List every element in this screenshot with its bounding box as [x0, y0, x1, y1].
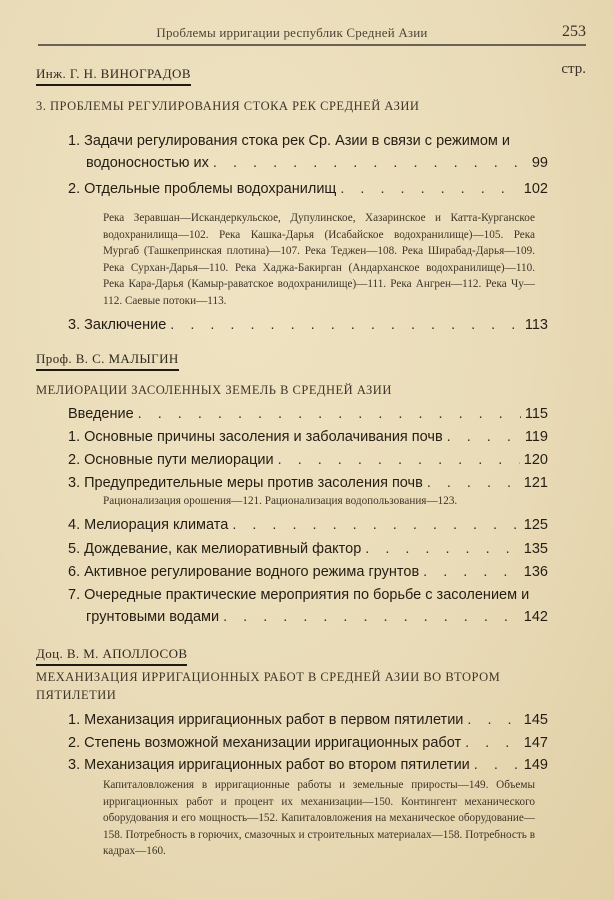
- toc-entry[interactable]: [68, 314, 548, 336]
- toc-entry[interactable]: [68, 709, 548, 731]
- entry-text: 2. Отдельные проблемы водохранилищ: [68, 181, 337, 197]
- leader-dots: [427, 472, 520, 494]
- section-title-stream-regulation: 3. ПРОБЛЕМЫ РЕГУЛИРОВАНИЯ СТОКА РЕК СРЕДНЕЙ АЗИИ: [36, 99, 420, 113]
- entry-page: 135: [523, 541, 548, 557]
- entry-page: 125: [523, 517, 548, 533]
- entry-text: 6. Активное регулирование водного режима грунтов: [68, 564, 420, 580]
- leader-dots: [223, 606, 520, 628]
- leader-dots: [474, 754, 520, 776]
- author-apollosov: Доц. В. М. АПОЛЛОСОВ: [36, 646, 187, 666]
- toc-entry[interactable]: [68, 426, 548, 448]
- leader-dots: [170, 314, 521, 336]
- toc-entry[interactable]: [68, 130, 548, 174]
- leader-dots: [467, 709, 519, 731]
- entry-page: 113: [524, 317, 548, 333]
- toc-entry[interactable]: [68, 449, 548, 471]
- entry-text: 1. Задачи регулирования стока рек Ср. Азии в связи с режимом и: [68, 133, 510, 149]
- running-title: Проблемы ирригации республик Средней Азии: [156, 25, 428, 40]
- entry-page: 119: [524, 429, 548, 445]
- entry-text: 5. Дождевание, как мелиоративный фактор: [68, 541, 362, 557]
- entry-page: 136: [523, 564, 548, 580]
- page-column-label: стр.: [561, 61, 586, 77]
- entry-page: 145: [523, 712, 548, 728]
- entry-page: 149: [523, 757, 548, 773]
- section-title-saline-lands: МЕЛИОРАЦИИ ЗАСОЛЕННЫХ ЗЕМЕЛЬ В СРЕДНЕЙ АЗИИ: [36, 383, 392, 397]
- entry-text: 7. Очередные практические мероприятия по борьбе с засолением и: [68, 587, 530, 603]
- entry-text-cont: водоносностью их: [86, 155, 209, 171]
- entry-text: 4. Мелиорация климата: [68, 517, 229, 533]
- author-malygin: Проф. В. С. МАЛЫГИН: [36, 351, 179, 371]
- entry-note: Река Зеравшан—Искандеркульское, Дупулинское, Хазаринское и Катта-Курганское водохранилища—102. Река Кашка-Дарья (Исабайское водохранилище)—105. Река Мургаб (Ташкепринская плотина)—107. Река Теджен—108. Река Ширабад-Дарья—109. Река Сурхан-Дарья—110. Река Хаджа-Бакирган (Андарханское водохранилище)—110. Река Кара-Дарья (Камыр-раватское водохранилище)—111. Река Ангрен—112. Река Чу—112. Саевые потоки—113.: [103, 212, 535, 307]
- toc-entry[interactable]: [68, 754, 548, 776]
- entry-text-cont: грунтовыми водами: [86, 609, 220, 625]
- entry-note: Капиталовложения в ирригационные работы и земельные приросты—149. Объемы ирригационных работ и процент их механизации—150. Контингент механического оборудования и его мощность—152. Капиталовложения на механическое оборудование—158. Потребность в горючих, смазочных и строительных материалах—158. Потребность в кадрах—160.: [103, 779, 535, 857]
- entry-page: 120: [523, 452, 548, 468]
- entry-text: Введение: [68, 406, 134, 422]
- entry-text: 1. Механизация ирригационных работ в первом пятилетии: [68, 712, 464, 728]
- entry-text: 3. Заключение: [68, 317, 167, 333]
- running-head: [38, 22, 586, 46]
- toc-entry[interactable]: [68, 403, 548, 425]
- leader-dots: [138, 403, 521, 425]
- toc-entry[interactable]: [68, 472, 548, 494]
- entry-text: 2. Основные пути мелиорации: [68, 452, 274, 468]
- entry-page: 99: [531, 155, 548, 171]
- toc-entry[interactable]: [68, 538, 548, 560]
- author-vinogradov: Инж. Г. Н. ВИНОГРАДОВ: [36, 66, 191, 86]
- leader-dots: [340, 178, 519, 200]
- leader-dots: [423, 561, 520, 583]
- leader-dots: [278, 449, 520, 471]
- toc-entry[interactable]: [68, 584, 548, 628]
- toc-entry[interactable]: [68, 514, 548, 536]
- leader-dots: [213, 152, 528, 174]
- toc-entry[interactable]: [68, 732, 548, 754]
- leader-dots: [232, 514, 519, 536]
- section-title-mechanization: МЕХАНИЗАЦИЯ ИРРИГАЦИОННЫХ РАБОТ В СРЕДНЕЙ АЗИИ ВО ВТОРОМ ПЯТИЛЕТИИ: [36, 670, 501, 702]
- page-number: 253: [562, 23, 586, 40]
- toc-entry[interactable]: [68, 178, 548, 200]
- entry-page: 142: [523, 609, 548, 625]
- leader-dots: [447, 426, 521, 448]
- leader-dots: [365, 538, 520, 560]
- entry-page: 147: [523, 735, 548, 751]
- entry-text: 3. Механизация ирригационных работ во втором пятилетии: [68, 757, 470, 773]
- entry-page: 102: [523, 181, 548, 197]
- toc-entry[interactable]: [68, 561, 548, 583]
- entry-text: 3. Предупредительные меры против засоления почв: [68, 475, 423, 491]
- leader-dots: [465, 732, 520, 754]
- entry-note: Рационализация орошения—121. Рационализация водопользования—123.: [103, 495, 458, 507]
- entry-page: 121: [523, 475, 548, 491]
- entry-text: 1. Основные причины засоления и заболачивания почв: [68, 429, 443, 445]
- entry-text: 2. Степень возможной механизации ирригационных работ: [68, 735, 462, 751]
- entry-page: 115: [524, 406, 548, 422]
